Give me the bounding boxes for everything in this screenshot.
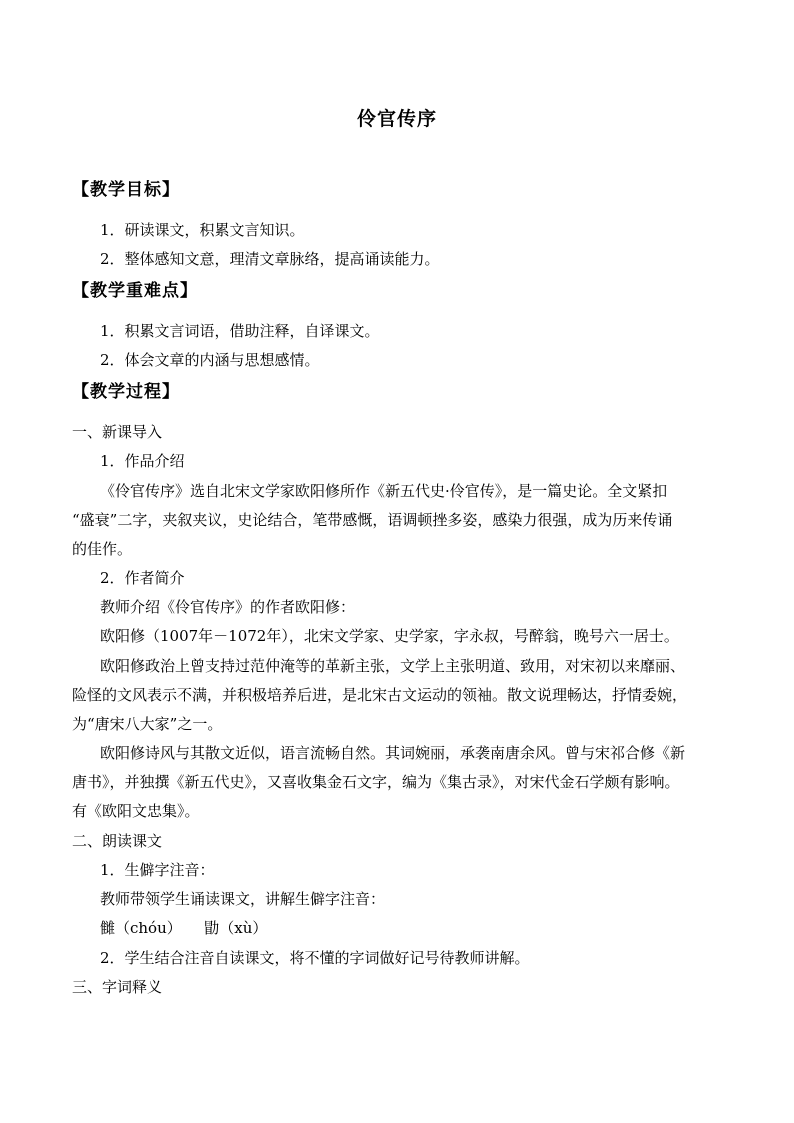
item-author-intro: 2．作者简介 xyxy=(100,569,185,587)
author-para-line: 为“唐宋八大家”之一。 xyxy=(72,715,223,733)
item-work-intro: 1．作品介绍 xyxy=(100,452,185,470)
goal-item: 1．研读课文，积累文言知识。 xyxy=(100,221,305,239)
pinyin-line: 雠（chóu） 勖（xù） xyxy=(100,919,268,937)
keypoint-item: 2．体会文章的内涵与思想感情。 xyxy=(100,351,320,369)
author-para-line: 欧阳修诗风与其散文近似，语言流畅自然。其词婉丽，承袭南唐余风。曾与宋祁合修《新 xyxy=(100,744,686,762)
work-intro-line: 的佳作。 xyxy=(72,540,133,558)
read-intro-text: 教师带领学生诵读课文，讲解生僻字注音： xyxy=(100,890,386,908)
part3-heading: 三、字词释义 xyxy=(72,978,163,996)
item-self-reading: 2．学生结合注音自读课文，将不懂的字词做好记号待教师讲解。 xyxy=(100,949,530,967)
process-heading: 【教学过程】 xyxy=(72,382,180,402)
keypoints-heading: 【教学重难点】 xyxy=(72,281,198,301)
document-title: 伶官传序 xyxy=(356,108,437,130)
goal-item: 2．整体感知文意，理清文章脉络，提高诵读能力。 xyxy=(100,250,440,268)
author-para-line: 有《欧阳文忠集》。 xyxy=(72,802,200,820)
keypoint-item: 1．积累文言词语，借助注释，自译课文。 xyxy=(100,322,380,340)
goals-heading: 【教学目标】 xyxy=(72,180,180,200)
author-dates-text: 欧阳修（1007年－1072年），北宋文学家、史学家，字永叔，号醉翁，晚号六一居士。 xyxy=(100,627,679,645)
author-para-line: 险怪的文风表示不满，并积极培养后进，是北宋古文运动的领袖。散文说理畅达，抒情委婉， xyxy=(72,686,688,704)
work-intro-line: 《伶官传序》选自北宋文学家欧阳修所作《新五代史·伶官传》，是一篇史论。全文紧扣 xyxy=(100,482,668,500)
author-para-line: 欧阳修政治上曾支持过范仲淹等的革新主张，文学上主张明道、致用，对宋初以来靡丽、 xyxy=(100,657,686,675)
author-intro-text: 教师介绍《伶官传序》的作者欧阳修： xyxy=(100,598,356,616)
author-para-line: 唐书》，并独撰《新五代史》，又喜收集金石文字，编为《集古录》，对宋代金石学颇有影响。 xyxy=(72,773,680,791)
work-intro-line: “盛衰”二字，夹叙夹议，史论结合，笔带感慨，语调顿挫多姿，感染力很强，成为历来传诵 xyxy=(72,511,673,529)
part1-heading: 一、新课导入 xyxy=(72,423,163,441)
part2-heading: 二、朗读课文 xyxy=(72,832,163,850)
item-pronunciation: 1．生僻字注音： xyxy=(100,861,215,879)
